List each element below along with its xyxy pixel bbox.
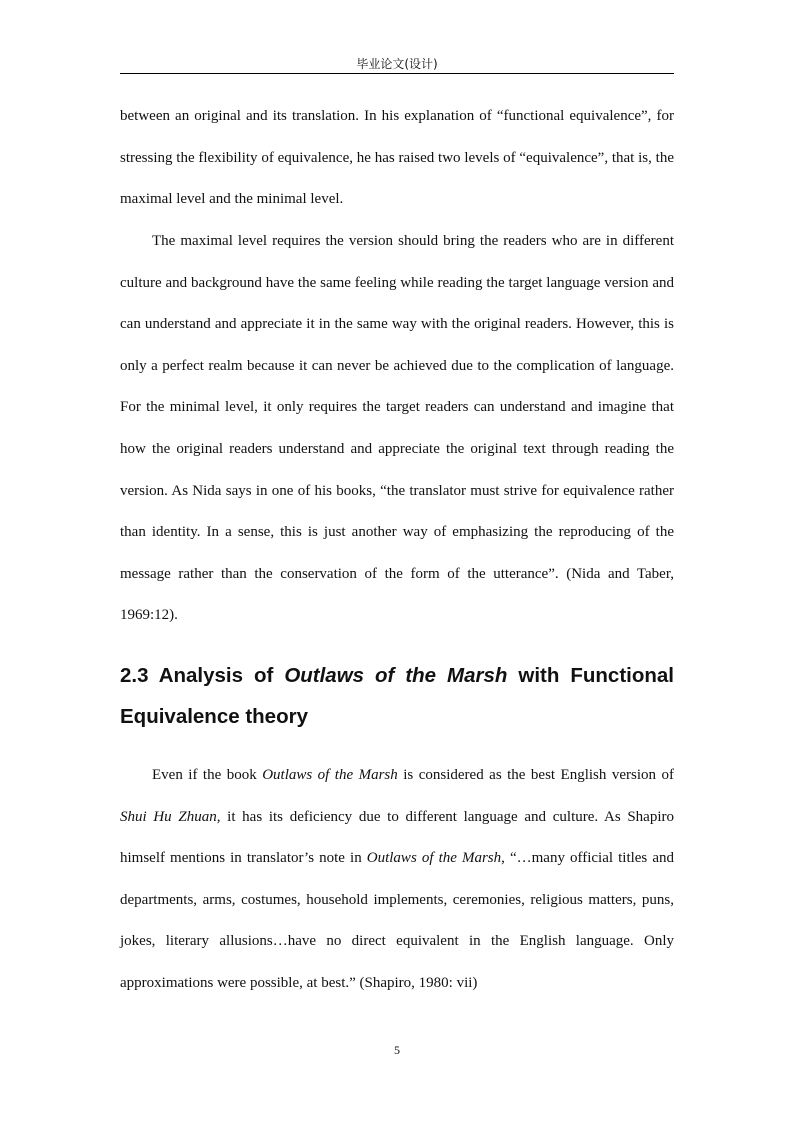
p3-text-1: Even if the book [152,767,263,783]
section-heading-start: 2.3 Analysis of [120,664,285,687]
paragraph-levels-of-equivalence: The maximal level requires the version should bring the readers who are in different culture and background have the same feeling while reading the target language version and can understand and appreciate it in the same way with the original readers. However, this is only a perfect realm because it can never be achieved due to the complication of language. For the minimal level, it only requires the target readers can understand and imagine that how the original readers understand and appreciate the original text through reading the version. As Nida says in one of his books, “the translator must strive for equivalence rather than identity. In a sense, this is just another way of emphasizing the reproducing of the message rather than the conservation of the form of the utterance”. (Nida and Taber, 1969:12). [120,233,674,624]
section-heading-book-title: Outlaws of the Marsh [284,664,508,687]
paragraph-continuation: between an original and its translation. In his explanation of “functional equivalence”, for stressing the flexibility of equivalence, he has raised two levels of “equivalence”, that is, the maximal level and the minimal level. [120,108,674,208]
running-header: 毕业论文(设计) [356,57,438,71]
p3-text-4: , “…many official titles and departments, arms, costumes, household implements, ceremonies, religious matters, puns, jokes, literary allusions…have no direct equivalent in the English language. Only approximations were possible, at best.” (Shapiro, 1980: vii) [120,850,674,991]
p3-text-2: is considered as the best English version of [397,767,674,783]
section-heading [120,655,674,737]
header-rule [120,73,674,74]
section-heading-end: with Functional Equivalence theory [120,664,674,728]
p3-book-title-2: Shui Hu Zhuan [120,808,217,825]
paragraph-analysis [120,755,674,1005]
p3-book-title-1: Outlaws of the Marsh [262,767,398,783]
p3-book-title-3: Outlaws of the Marsh [366,850,502,867]
page-number: 5 [394,1043,400,1057]
p3-text-3: , it has its deficiency due to different language and culture. As Shapiro himself mentions in translator’s note in [120,808,675,867]
